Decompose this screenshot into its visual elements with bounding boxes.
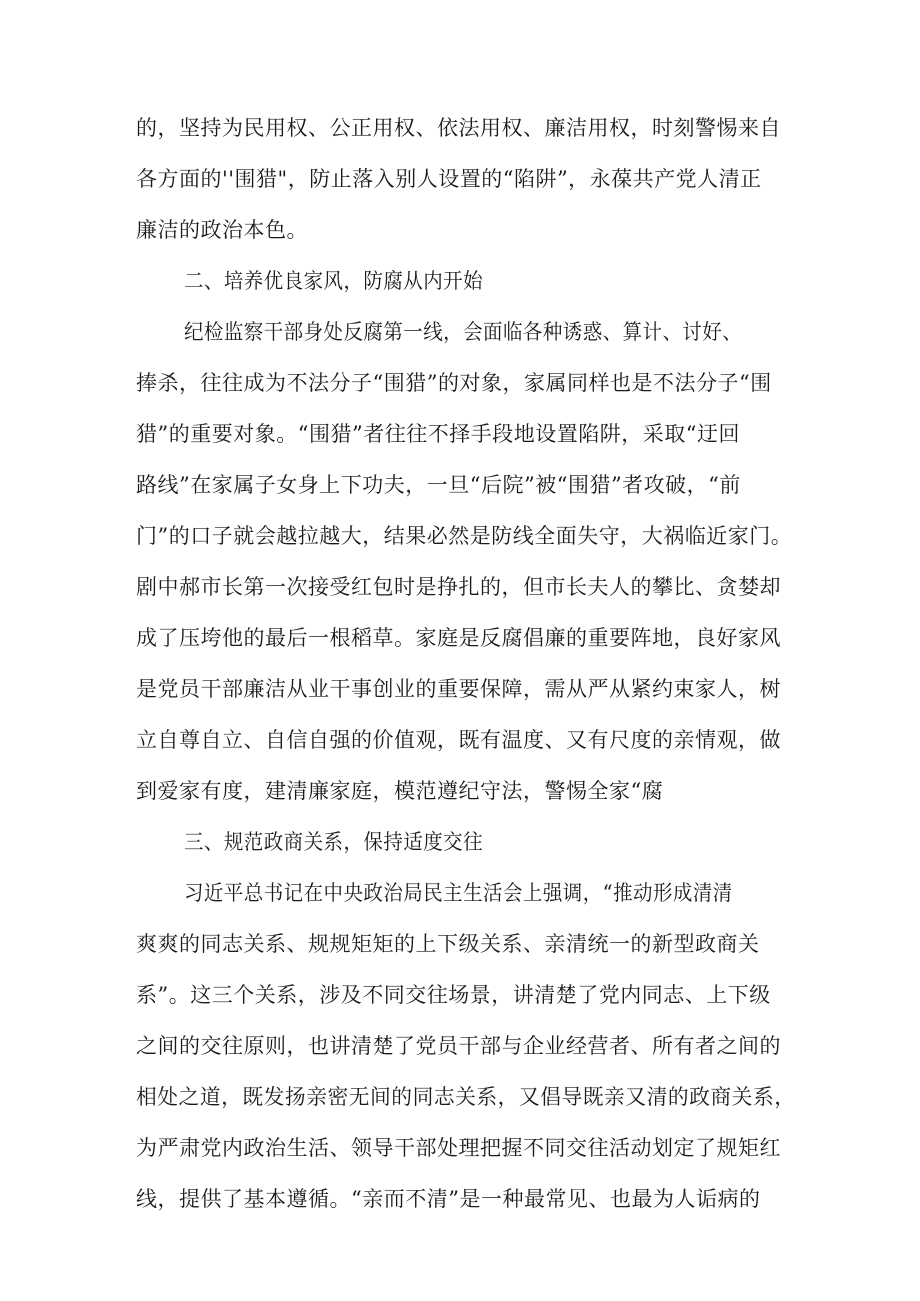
paragraph-line: 成了压垮他的最后一根稻草。家庭是反腐倡廉的重要阵地，良好家风	[136, 626, 781, 650]
paragraph-line: 系”。这三个关系，涉及不同交往场景，讲清楚了党内同志、上下级	[136, 983, 771, 1007]
paragraph-line: 是党员干部廉洁从业干事创业的重要保障，需从严从紧约束家人，树	[136, 677, 781, 701]
paragraph-line: 线，提供了基本遵循。“亲而不清”是一种最常见、也最为人诟病的	[136, 1187, 761, 1211]
paragraph-line: 门”的口子就会越拉越大，结果必然是防线全面失守，大祸临近家门。	[136, 524, 793, 548]
paragraph-line: 爽爽的同志关系、规规矩矩的上下级关系、亲清统一的新型政商关	[136, 932, 760, 956]
paragraph-line: 纪检监察干部身处反腐第一线，会面临各种诱惑、算计、讨好、	[184, 320, 743, 344]
paragraph-line: 廉洁的政治本色。	[136, 218, 308, 242]
paragraph-line: 之间的交往原则，也讲清楚了党员干部与企业经营者、所有者之间的	[136, 1034, 781, 1058]
paragraph-line: 习近平总书记在中央政治局民主生活会上强调，“推动形成清清	[184, 881, 733, 905]
section-heading-2: 二、培养优良家风，防腐从内开始	[184, 269, 484, 293]
paragraph-line: 各方面的''围猎"，防止落入别人设置的“陷阱”，永葆共产党人清正	[136, 167, 762, 191]
paragraph-line: 捧杀，往往成为不法分子“围猎”的对象，家属同样也是不法分子“围	[136, 371, 772, 395]
paragraph-line: 相处之道，既发扬亲密无间的同志关系，又倡导既亲又清的政商关系，	[136, 1085, 796, 1109]
paragraph-line: 剧中郝市长第一次接受红包时是挣扎的，但市长夫人的攀比、贪婪却	[136, 575, 781, 599]
paragraph-line: 的，坚持为民用权、公正用权、依法用权、廉洁用权，时刻警惕来自	[136, 116, 781, 140]
paragraph-line: 猎”的重要对象。“围猎”者往往不择手段地设置陷阱，采取“迂回	[136, 422, 740, 446]
section-heading-3: 三、规范政商关系，保持适度交往	[184, 830, 484, 854]
paragraph-line: 立自尊自立、自信自强的价值观，既有温度、又有尺度的亲情观，做	[136, 728, 781, 752]
paragraph-line: 为严肃党内政治生活、领导干部处理把握不同交往活动划定了规矩红	[136, 1136, 781, 1160]
paragraph-line: 路线”在家属子女身上下功夫，一旦“后院”被“围猎”者攻破，“前	[136, 473, 741, 497]
paragraph-line: 到爱家有度，建清廉家庭，模范遵纪守法，警惕全家“腐	[136, 779, 664, 803]
